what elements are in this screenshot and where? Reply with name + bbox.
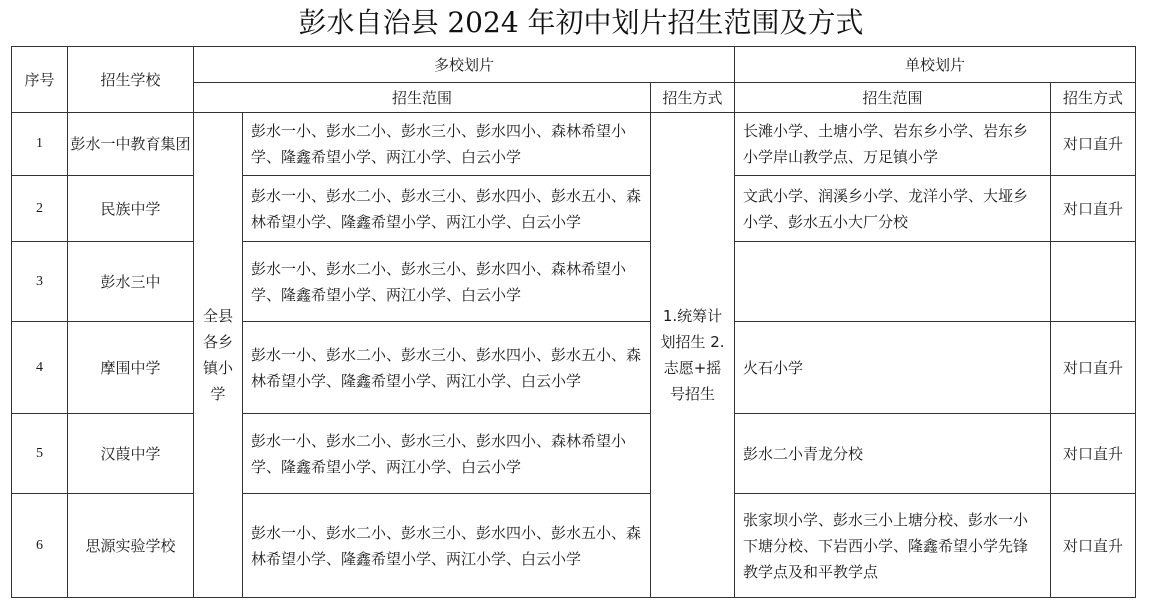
row-multi-range: 彭水一小、彭水二小、彭水三小、彭水四小、彭水五小、森林希望小学、隆鑫希望小学、两江小学、白云小学 (243, 494, 651, 598)
row-multi-range: 彭水一小、彭水二小、彭水三小、彭水四小、彭水五小、森林希望小学、隆鑫希望小学、两江小学、白云小学 (243, 176, 651, 242)
row-school: 思源实验学校 (68, 494, 194, 598)
row-school: 彭水一中教育集团 (68, 113, 194, 176)
row-single-method: 对口直升 (1051, 322, 1136, 414)
table-row (12, 322, 1136, 414)
table-row (12, 414, 1136, 494)
row-seq: 1 (12, 113, 68, 176)
row-seq: 2 (12, 176, 68, 242)
row-single-method: 对口直升 (1051, 414, 1136, 494)
row-multi-range: 彭水一小、彭水二小、彭水三小、彭水四小、森林希望小学、隆鑫希望小学、两江小学、白云小学 (243, 113, 651, 176)
header-seq: 序号 (12, 47, 68, 113)
row-multi-range: 彭水一小、彭水二小、彭水三小、彭水四小、森林希望小学、隆鑫希望小学、两江小学、白云小学 (243, 242, 651, 322)
row-school: 摩围中学 (68, 322, 194, 414)
page-title: 彭水自治县 2024 年初中划片招生范围及方式 (298, 6, 864, 39)
row-single-range: 张家坝小学、彭水三小上塘分校、彭水一小下塘分校、下岩西小学、隆鑫希望小学先锋教学点及和平教学点 (735, 494, 1051, 598)
table-row (12, 494, 1136, 598)
table-row (12, 176, 1136, 242)
row-single-range: 长滩小学、土塘小学、岩东乡小学、岩东乡小学岸山教学点、万足镇小学 (735, 113, 1051, 176)
multi-common-range: 全县各乡镇小学 (194, 113, 243, 598)
row-single-range: 火石小学 (735, 322, 1051, 414)
header-multi-range: 招生范围 (194, 83, 651, 113)
row-school: 彭水三中 (68, 242, 194, 322)
row-single-method: 对口直升 (1051, 113, 1136, 176)
admission-table (11, 46, 1136, 598)
header-single-range: 招生范围 (735, 83, 1051, 113)
table-row (12, 113, 1136, 176)
row-seq: 5 (12, 414, 68, 494)
header-multi-school: 多校划片 (194, 47, 735, 83)
row-single-range: 文武小学、润溪乡小学、龙洋小学、大垭乡小学、彭水五小大厂分校 (735, 176, 1051, 242)
row-single-method (1051, 242, 1136, 322)
header-school: 招生学校 (68, 47, 194, 113)
header-single-school: 单校划片 (735, 47, 1136, 83)
row-single-method: 对口直升 (1051, 494, 1136, 598)
multi-method: 1.统筹计划招生 2.志愿+摇号招生 (651, 113, 735, 598)
row-seq: 6 (12, 494, 68, 598)
row-multi-range: 彭水一小、彭水二小、彭水三小、彭水四小、森林希望小学、隆鑫希望小学、两江小学、白云小学 (243, 414, 651, 494)
header-single-method: 招生方式 (1051, 83, 1136, 113)
row-school: 汉葭中学 (68, 414, 194, 494)
row-single-method: 对口直升 (1051, 176, 1136, 242)
header-multi-method: 招生方式 (651, 83, 735, 113)
row-multi-range: 彭水一小、彭水二小、彭水三小、彭水四小、彭水五小、森林希望小学、隆鑫希望小学、两江小学、白云小学 (243, 322, 651, 414)
row-school: 民族中学 (68, 176, 194, 242)
row-seq: 3 (12, 242, 68, 322)
row-single-range (735, 242, 1051, 322)
table-row (12, 242, 1136, 322)
row-seq: 4 (12, 322, 68, 414)
row-single-range: 彭水二小青龙分校 (735, 414, 1051, 494)
